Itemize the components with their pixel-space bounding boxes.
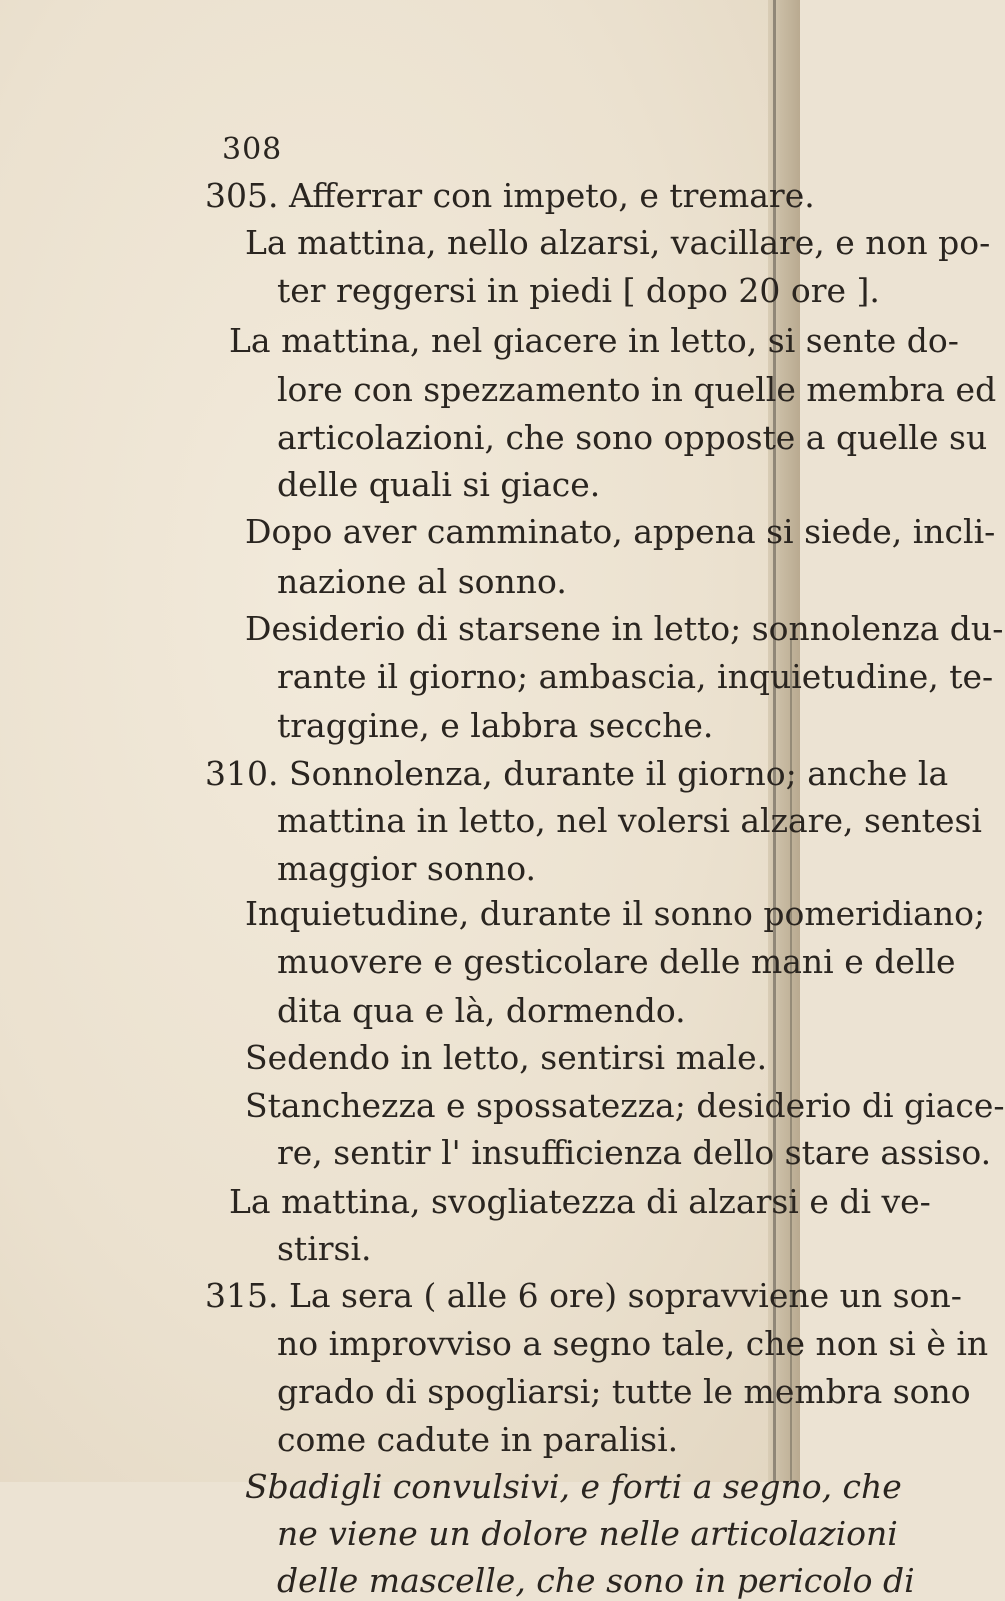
text-line: lore con spezzamento in quelle membra ed xyxy=(277,370,997,409)
text-line: mattina in letto, nel volersi alzare, sentesi xyxy=(277,801,982,840)
text-line: Desiderio di starsene in letto; sonnolenza du- xyxy=(245,609,1004,648)
text-line: stirsi. xyxy=(277,1229,372,1268)
text-line: re, sentir l' insufficienza dello stare assiso. xyxy=(277,1133,992,1172)
text-line: La mattina, nel giacere in letto, si sente do- xyxy=(229,321,959,360)
text-line: delle quali si giace. xyxy=(277,465,601,504)
text-line: traggine, e labbra secche. xyxy=(277,706,714,745)
text-line: La mattina, svogliatezza di alzarsi e di ve- xyxy=(229,1182,931,1221)
text-line: dita qua e là, dormendo. xyxy=(277,991,686,1030)
text-line: 315. La sera ( alle 6 ore) sopravviene un son- xyxy=(205,1276,962,1315)
text-line: Sbadigli convulsivi, e forti a segno, che xyxy=(245,1467,902,1506)
text-line: Dopo aver camminato, appena si siede, incli- xyxy=(245,512,996,551)
text-line: ne viene un dolore nelle articolazioni xyxy=(277,1514,898,1553)
text-line: come cadute in paralisi. xyxy=(277,1420,679,1459)
text-line: delle mascelle, che sono in pericolo di xyxy=(277,1561,915,1600)
text-line: no improvviso a segno tale, che non si è in xyxy=(277,1324,989,1363)
text-line: nazione al sonno. xyxy=(277,562,567,601)
text-line: ter reggersi in piedi [ dopo 20 ore ]. xyxy=(277,271,880,310)
text-line: La mattina, nello alzarsi, vacillare, e non po- xyxy=(245,223,991,262)
text-line: maggior sonno. xyxy=(277,849,536,888)
page-number: 308 xyxy=(222,132,283,167)
text-line: 310. Sonnolenza, durante il giorno; anche la xyxy=(205,754,949,793)
text-line: articolazioni, che sono opposte a quelle su xyxy=(277,418,988,457)
text-line: 305. Afferrar con impeto, e tremare. xyxy=(205,176,815,215)
text-line: muovere e gesticolare delle mani e delle xyxy=(277,942,956,981)
text-line: Sedendo in letto, sentirsi male. xyxy=(245,1038,768,1077)
text-line: grado di spogliarsi; tutte le membra sono xyxy=(277,1372,971,1411)
text-line: Stanchezza e spossatezza; desiderio di giace- xyxy=(245,1086,1005,1125)
text-line: Inquietudine, durante il sonno pomeridiano; xyxy=(245,894,986,933)
text-line: rante il giorno; ambascia, inquietudine, te- xyxy=(277,657,994,696)
